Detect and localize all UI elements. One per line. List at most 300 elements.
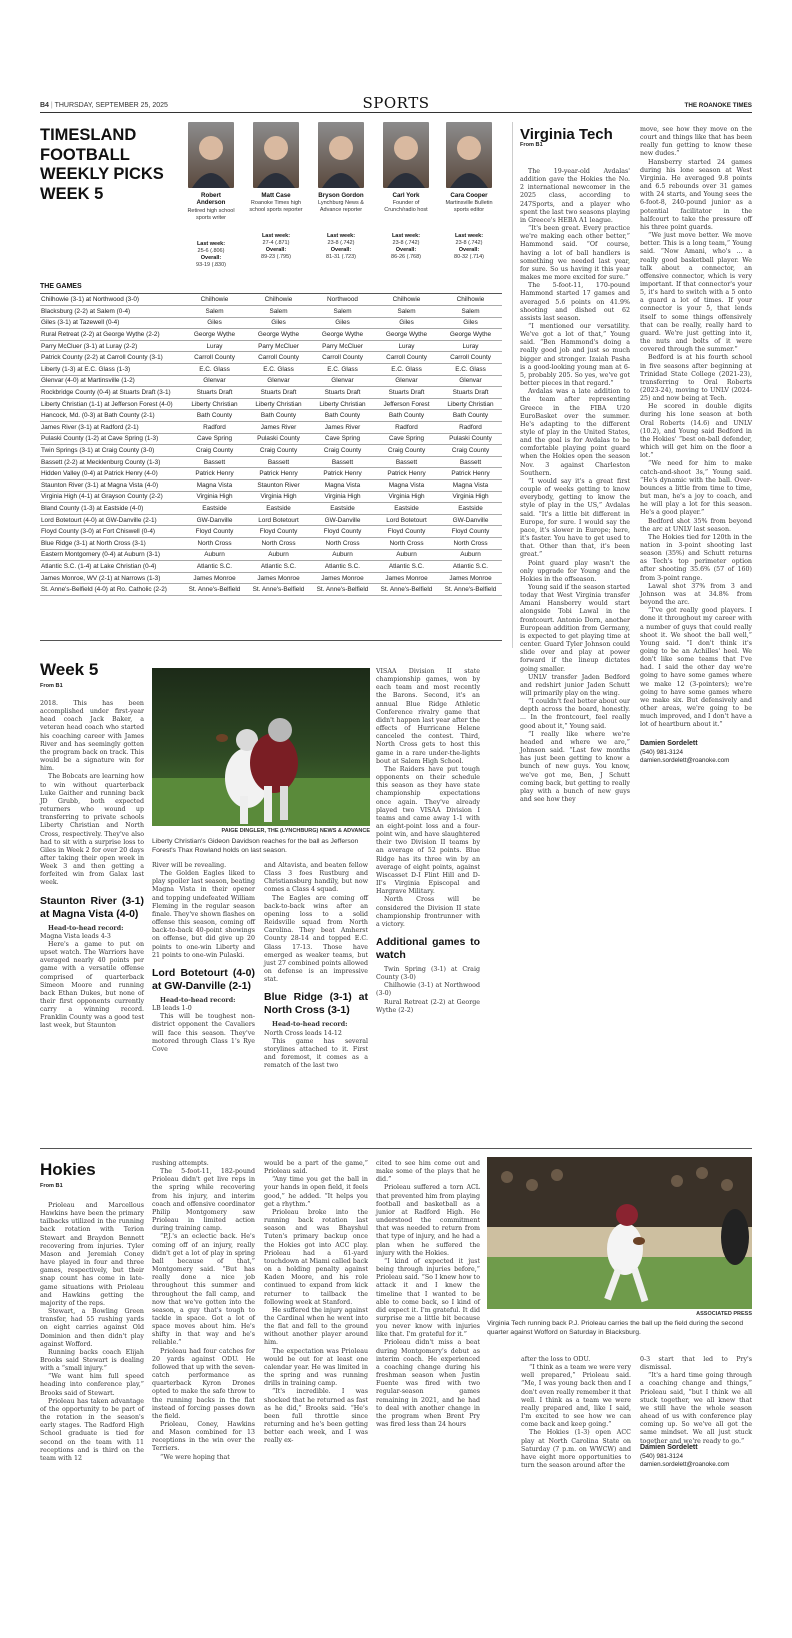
pick-cell: James Monroe (438, 572, 502, 584)
paragraph: The 5-foot-11, 170-pound Hammond started 17 games and averaged 5.6 points on 41.9% shooting and dished out 62 assists last season. (520, 282, 630, 322)
paragraph: Prioleau didn't miss a beat during Montgomery's debut as interim coach. He experienced a coaching change during his freshman season when Justin Fuente was fired with two regular-season games remaining in 2021, and he had to deal with another change in the program when Brent Pry was fired less than 24 hours (376, 1339, 480, 1428)
paragraph: This will be toughest non-district opponent the Cavaliers will face this season. They've motored through Class 1's Rye Cove (152, 1013, 255, 1053)
picks-row (40, 422, 502, 434)
paragraph: The Golden Eagles liked to play spoiler last season, beating Magna Vista in their opener and topping undefeated William Fleming in the regular season finale. They've shown flashes on offense this season, coming off back-to-back 40-point showings on offense, but did give up 20 points to one-win Liberty and 21 points to one-win Pulaski. (152, 870, 255, 959)
pick-cell: Lord Botetourt (246, 514, 310, 526)
photo-caption-2: Virginia Tech running back P.J. Prioleau carries the ball up the field during the second quarter against Wofford on Saturday in Blacksburg. (487, 1320, 744, 1336)
h2h-label-2: Head-to-head record: (160, 996, 236, 1004)
pick-cell: Carroll County (438, 352, 502, 364)
pick-cell: Floyd County (310, 526, 374, 538)
pick-cell: Giles (310, 317, 374, 329)
paragraph: and Altavista, and beaten fellow Class 3 foes Rustburg and Christiansburg handily, but now comes a Class 4 squad. (264, 862, 368, 894)
pick-cell: Luray (182, 340, 246, 352)
pick-cell: Eastside (182, 503, 246, 515)
h2h-value-2: LB leads 1-0 (152, 1005, 192, 1013)
paragraph: “I kind of expected it just being through injuries before,” Prioleau said. “So I knew how to attack it and I knew the timeline that I wanted to be able to come back, so I kind of did expect it. I'm grateful. It did surprise me a little bit because you never know with injuries like that. I'm grateful for it.” (376, 1257, 481, 1339)
pick-cell: St. Anne's-Belfield (374, 584, 438, 596)
picks-row (40, 480, 502, 492)
picks-table (40, 294, 502, 596)
pick-cell: Carroll County (310, 352, 374, 364)
paragraph: rushing attempts. (152, 1160, 209, 1167)
pick-cell: Patrick Henry (438, 468, 502, 480)
pick-cell: Glenvar (374, 375, 438, 387)
pick-cell: Craig County (438, 445, 502, 457)
folio-date: THURSDAY, SEPTEMBER 25, 2025 (54, 102, 168, 109)
pick-cell: Eastside (438, 503, 502, 515)
pick-cell: Pulaski County (438, 433, 502, 445)
paragraph: “We want him full speed heading into conference play,” Brooks said of Stewart. (40, 1373, 144, 1397)
paragraph: “We just move better. We move better. This is a long team,” Young said. “Now Amani, who's ... a really good basketball player. We talk about a connector, an offensive connector, which is very important. If that connector's your 5, it's hard to switch with a 5 onto a guard a lot of times. If your connector is your 5, that lends itself to some things offensively that can be really, really hard to guard. We're just getting into it, the nuts and bolts of it were covered through the summer.” (640, 232, 752, 354)
pick-cell: Chilhowie (438, 294, 502, 306)
picks-row (40, 410, 502, 422)
picker-photo (318, 122, 364, 188)
pick-cell: Magna Vista (374, 480, 438, 492)
game-matchup: Floyd County (3-0) at Fort Chiswell (0-4) (40, 526, 182, 538)
paragraph: The expectation was Prioleau would be out for at least one calendar year. He was limited in the spring and was running drills in training camp. (264, 1347, 368, 1388)
pick-cell: Bath County (182, 410, 246, 422)
pick-cell: Liberty Christian (246, 398, 310, 410)
pick-cell: Floyd County (374, 526, 438, 538)
pick-cell: Parry McCluer (310, 340, 374, 352)
pick-cell: James River (246, 422, 310, 434)
week5-column-2 (152, 862, 255, 1054)
pick-cell: Luray (374, 340, 438, 352)
paragraph: Point guard play wasn't the only upgrade for Young and the Hokies in the offseason. (520, 559, 630, 583)
picks-row (40, 306, 502, 318)
hokies-column-4 (376, 1160, 480, 1429)
photo-caption-1: Liberty Christian's Gideon Davidson reaches for the ball as Jefferson Forest's Thax Rowland holds on last season. (152, 838, 359, 854)
hokies-from: From B1 (40, 1183, 63, 1189)
game-matchup: Liberty Christian (1-1) at Jefferson Forest (4-0) (40, 398, 182, 410)
pick-cell: E.C. Glass (310, 364, 374, 376)
paragraph: Prioleau broke into the running back rotation last season and was Bhayshul Tuten's primary backup once the Hokies got into ACC play. Prioleau had a 61-yard touchdown at Miami called back on a holding penalty against Kaden Moore, and his role continued to expand from kick returner to tailback the following week at Stanford. (264, 1208, 368, 1306)
game-matchup: James Monroe, WV (2-1) at Narrows (1-3) (40, 572, 182, 584)
game-matchup: Staunton River (3-1) at Magna Vista (4-0) (40, 480, 182, 492)
paragraph: Chilhowie (3-1) at Northwood (3-0) (376, 982, 480, 998)
pick-cell: E.C. Glass (246, 364, 310, 376)
paragraph: “I would say it's a great first couple of weeks getting to know everybody, getting to know the style of play in the US,” Avdalas said. “It's a little bit different in Europe, for sure. I would say the pace, it's slower in Europe; here, it's faster. You have to get used to that. Other than that, it's been great.” (520, 477, 630, 559)
picker-overall-label: Overall: (200, 254, 222, 261)
pick-cell: James Monroe (182, 572, 246, 584)
paragraph: “I think as a team we were very well prepared,” Prioleau said. “Me, I was young back then and I don't even really remember it that well. I think as a team we were really prepared and, like I said, I'm excited to see how we can come back and keep going.” (521, 1364, 631, 1429)
pick-cell: Parry McCluer (246, 340, 310, 352)
picker-role: Retired high school sports writer (187, 207, 235, 221)
vt-byline-email[interactable]: damien.sordelett@roanoke.com (640, 757, 730, 764)
folio-left: B4 | THURSDAY, SEPTEMBER 25, 2025 (40, 102, 168, 109)
pick-cell: Bath County (310, 410, 374, 422)
pick-cell: North Cross (246, 537, 310, 549)
paragraph: The Eagles are coming off back-to-back wins after an opening loss to a solid Reidsville squad from North Carolina. They beat Amherst County 28-14 and topped E.C. Glass 17-13. Those have emerged as weaker teams, but just 27 combined points allowed on defense is an impressive stat. (264, 894, 368, 984)
paragraph: after the loss to ODU. (521, 1356, 591, 1363)
pick-cell: James Monroe (246, 572, 310, 584)
picker-card (182, 122, 240, 269)
paragraph: move, see how they move on the court and things like that has been really fun getting to know these new dudes.” (640, 126, 752, 158)
pick-cell: Staunton River (246, 480, 310, 492)
pick-cell: Glenvar (246, 375, 310, 387)
pick-cell: North Cross (438, 537, 502, 549)
pick-cell: E.C. Glass (182, 364, 246, 376)
paragraph: The Raiders have put tough opponents on their schedule this season as they have state championship expectations once again. They've already played two VISAA Division I teams and came away 1-1 with an eight-point loss and a four-point win, and have slaughtered their two Division II teams by an average of 52 points. Blue Ridge has its three win by an average of eight points, against Wiscasset D-I Flint Hill and D-II's Virginia Episcopal and Hargrave Military. (376, 765, 480, 896)
pick-cell: Eastside (374, 503, 438, 515)
pick-cell: Stuarts Draft (438, 387, 502, 399)
pick-cell: Liberty Christian (182, 398, 246, 410)
pickers-row (182, 122, 500, 292)
pick-cell: Bassett (182, 456, 246, 468)
hokies-column-1 (40, 1202, 144, 1463)
page-number: B4 (40, 102, 49, 109)
pick-cell: Virginia High (246, 491, 310, 503)
game-matchup: Glenvar (4-0) at Martinsville (1-2) (40, 375, 182, 387)
week5-column-1 (40, 700, 144, 1031)
pick-cell: Craig County (182, 445, 246, 457)
paragraph: “P.J.'s an eclectic back. He's coming off of an injury, really didn't get a lot of play in spring ball because of that,” Montgomery said. “But has really done a nice job throughout this summer and throughout the fall camp, and now that we've gotten into the season, a guy that's tough to tackle in space. Got a lot of space moves about him. He's shifty in that way and he's reliable.” (152, 1233, 255, 1347)
picks-title: TIMESLAND FOOTBALL WEEKLY PICKS WEEK 5 (40, 126, 164, 203)
picks-row (40, 398, 502, 410)
paragraph: Young said if the season started today that West Virginia transfer Amani Hansberry would start alongside Tobi Lawal in the frontcourt. Antonio Dorn, another European addition from Germany, is expected to get playing time at center. Guard Tyler Johnson could slide over and play at power forward if the lineup dictates going smaller. (520, 583, 630, 673)
pick-cell: Giles (182, 317, 246, 329)
hokies-column-2 (152, 1160, 255, 1462)
hokies-column-3 (264, 1160, 368, 1445)
paragraph: “Any time you get the ball in your hands in open field, it feels good,” he added. “It helps you get a rhythm.” (264, 1176, 368, 1208)
game-matchup: Eastern Montgomery (0-4) at Auburn (3-1) (40, 549, 182, 561)
pick-cell: Atlantic S.C. (246, 561, 310, 573)
game-matchup: Patrick County (2-2) at Carroll County (3-1) (40, 352, 182, 364)
paragraph: The Hokies tied for 120th in the nation in 3-point shooting last season (35%) and Schutt returns as Tech's top perimeter option after shooting 35.6% (57 of 160) from 3-point range. (640, 533, 752, 582)
pick-cell: Floyd County (182, 526, 246, 538)
picks-row (40, 340, 502, 352)
pick-cell: Virginia High (310, 491, 374, 503)
pick-cell: Salem (310, 306, 374, 318)
pick-cell: Stuarts Draft (374, 387, 438, 399)
paragraph: “It's incredible. I was shocked that he returned as fast as he did,” Brooks said. “He's been full throttle since returning and he's been getting better each week, and I was really ex- (264, 1388, 368, 1445)
pick-cell: E.C. Glass (374, 364, 438, 376)
paragraph: North Cross will be considered the Division II state championship frontrunner with a victory. (376, 896, 480, 928)
picks-row (40, 317, 502, 329)
pick-cell: Glenvar (310, 375, 374, 387)
pick-cell: Bath County (374, 410, 438, 422)
paper-name: THE ROANOKE TIMES (684, 102, 752, 109)
picker-overall: 89-23 (.795) (261, 254, 291, 261)
pick-cell: North Cross (374, 537, 438, 549)
h2h-label-3: Head-to-head record: (272, 1021, 348, 1029)
hokies-byline-name: Damien Sordelett (640, 1444, 698, 1451)
pick-cell: Auburn (182, 549, 246, 561)
pick-cell: Radford (374, 422, 438, 434)
picker-card (247, 122, 305, 261)
picker-role: Roanoke Times high school sports reporter (249, 200, 303, 214)
game-matchup: Giles (3-1) at Tazewell (0-4) (40, 317, 182, 329)
picker-card (312, 122, 370, 261)
paragraph: Rural Retreat (2-2) at George Wythe (2-2) (376, 998, 480, 1014)
picker-role: Lynchburg News & Advance reporter (318, 200, 364, 214)
hokies-column-6 (640, 1356, 752, 1446)
pick-cell: Liberty Christian (438, 398, 502, 410)
game-matchup: Blue Ridge (3-1) at North Cross (3-1) (40, 537, 182, 549)
paragraph: UNLV transfer Jaden Bedford and redshirt junior Jaden Schutt will primarily play on the wing. (520, 673, 630, 697)
pick-cell: Auburn (246, 549, 310, 561)
game-matchup: Virginia High (4-1) at Grayson County (2-2) (40, 491, 182, 503)
picks-row (40, 456, 502, 468)
pick-cell: St. Anne's-Belfield (246, 584, 310, 596)
pick-cell: GW-Danville (182, 514, 246, 526)
pick-cell: Bassett (374, 456, 438, 468)
paragraph: Hansberry started 24 games during his lone season at West Virginia. He averaged 9.8 points and 6.5 rebounds over 31 games with 24 starts, and Young sees the 6-foot-8, 240-pound junior as a potential facilitator in the halfcourt to take the pressure off his three point guards. (640, 158, 752, 231)
game-matchup: Hancock, Md. (0-3) at Bath County (2-1) (40, 410, 182, 422)
pick-cell: Glenvar (438, 375, 502, 387)
pick-cell: James Monroe (310, 572, 374, 584)
pick-cell: Eastside (246, 503, 310, 515)
football-photo-2 (487, 1157, 752, 1309)
hokies-byline (640, 1444, 752, 1470)
pick-cell: Radford (182, 422, 246, 434)
week5-subhead-3: Blue Ridge (3-1) at North Cross (3-1) (264, 991, 368, 1017)
pick-cell: GW-Danville (438, 514, 502, 526)
week5-subhead-2: Lord Botetourt (4-0) at GW-Danville (2-1) (152, 966, 255, 992)
pick-cell: Cave Spring (182, 433, 246, 445)
picker-photo (383, 122, 429, 188)
picks-row (40, 433, 502, 445)
picker-overall: 86-26 (.768) (391, 254, 421, 261)
picker-last-week-label: Last week: (391, 233, 421, 240)
games-header: THE GAMES (40, 283, 82, 290)
paragraph: Stewart, a Bowling Green transfer, had 55 rushing yards on eight carries against Old Dominion and then didn't play against Wofford. (40, 1308, 144, 1348)
picks-row (40, 549, 502, 561)
game-matchup: St. Anne's-Belfield (4-0) at Ro. Catholic (2-2) (40, 584, 182, 596)
pick-cell: George Wythe (310, 329, 374, 341)
picker-last-week: 25-6 (.806) (197, 247, 225, 254)
pick-cell: Lord Botetourt (374, 514, 438, 526)
paragraph: He suffered the injury against the Cardinal when he went into the flat and fell to the ground without another player around him. (264, 1306, 368, 1347)
picks-row (40, 561, 502, 573)
game-matchup: Rural Retreat (2-2) at George Wythe (2-2) (40, 329, 182, 341)
paragraph: He scored in double digits during his lone season at both Oral Roberts (14.6) and UNLV (10.2), and Young said Bedford in the Hokies' “best on-ball defender, which will get him on the floor a lot.” (640, 403, 752, 460)
picker-card (377, 122, 435, 261)
pick-cell: Virginia High (182, 491, 246, 503)
paragraph: “It's been great. Every practice we're making each other better,” Hammond said. “Of course, having a lot of ball handlers is something we needed last year, for sure. So us having it this year makes me more excited for sure.” (520, 225, 630, 282)
game-matchup: Blacksburg (2-2) at Salem (0-4) (40, 306, 182, 318)
picker-last-week-label: Last week: (454, 233, 484, 240)
paragraph: 0-3 start that led to Pry's dismissal. (640, 1356, 752, 1372)
picker-last-week-label: Last week: (326, 233, 356, 240)
picks-row (40, 387, 502, 399)
picker-overall-label: Overall: (265, 247, 287, 254)
paragraph: Prioleau had four catches for 20 yards against ODU. He followed that up with the seven-catch performance as quarterback Kyron Drones opted to make the safe throw to the running backs in the flat instead of forcing passes down the field. (152, 1347, 255, 1420)
section-title: SPORTS (362, 94, 430, 112)
picks-row (40, 537, 502, 549)
pick-cell: Stuarts Draft (246, 387, 310, 399)
pick-cell: Virginia High (438, 491, 502, 503)
paragraph: The 19-year-old Avdalas' addition gave the Hokies the No. 2 international newcomer in the 2025 class, according to 247Sports, and a player who spent the last two seasons playing in Greece's HEBA A1 league. (520, 168, 630, 224)
vt-byline (640, 740, 752, 766)
pick-cell: Craig County (374, 445, 438, 457)
picker-role: Founder of Crunch/radio host (384, 200, 428, 214)
week5-subhead-4: Additional games to watch (376, 936, 480, 961)
game-matchup: Bassett (2-2) at Mecklenburg County (1-3) (40, 456, 182, 468)
game-matchup: Rockbridge County (0-4) at Stuarts Draft (3-1) (40, 387, 182, 399)
paragraph: Prioleau suffered a torn ACL that prevented him from playing football and basketball as a junior at Radford High. He understood the commitment that was needed to return from that type of injury, and he had a plan when he suffered the injury with the Hokies. (376, 1184, 480, 1257)
pick-cell: Atlantic S.C. (182, 561, 246, 573)
pick-cell: Patrick Henry (310, 468, 374, 480)
paragraph: Prioleau and Marcellous Hawkins have been the primary tailbacks utilized in the running back rotation with Terion Stewart and Braydon Bennett recovering from injuries. Tyler Mason and Jeremiah Coney have played in four and three games, respectively, but their snap count has come in late-game situations with Prioleau and Hawkins getting the majority of the reps. (40, 1202, 144, 1307)
pick-cell: Atlantic S.C. (438, 561, 502, 573)
game-matchup: Chilhowie (3-1) at Northwood (3-0) (40, 294, 182, 306)
pick-cell: St. Anne's-Belfield (438, 584, 502, 596)
paragraph: 2018. This has been accomplished under first-year head coach Jack Baker, a veteran head coach who started his coaching career with James River and has seemingly gotten the program back on track. This would be a signature win for him. (40, 700, 144, 773)
pick-cell: Giles (374, 317, 438, 329)
picks-row (40, 526, 502, 538)
pick-cell: Bath County (246, 410, 310, 422)
pick-cell: Eastside (310, 503, 374, 515)
pick-cell: St. Anne's-Belfield (310, 584, 374, 596)
pick-cell: Cave Spring (310, 433, 374, 445)
game-matchup: Pulaski County (1-2) at Cave Spring (1-3) (40, 433, 182, 445)
pick-cell: Floyd County (246, 526, 310, 538)
picker-name: Cara Cooper (450, 192, 488, 199)
paragraph: “We need for him to make catch-and-shoot 3s,” Young said. “He's dynamic with the ball. Over-bounces a little from time to time, but man, he's a joy to coach, and he will play a lot for this season. He's a good player.” (640, 460, 752, 517)
week5-title: Week 5 (40, 660, 99, 679)
picks-row (40, 491, 502, 503)
picks-row (40, 572, 502, 584)
pick-cell: Salem (374, 306, 438, 318)
paragraph: The Bobcats are learning how to win without quarterback Luke Gaither and running back JD Grubb, both expected returners who wound up transferring to private schools Liberty Christian and North Cross, respectively. They've also had to sit with a surprise loss to Giles in Week 2 for over 20 days after taking their open week in Week 3 and then getting a forfeited win from Galax last week. (40, 773, 144, 887)
picker-name: Robert Anderson (196, 192, 226, 207)
h2h-label-1: Head-to-head record: (48, 924, 124, 932)
picker-photo (253, 122, 299, 188)
pick-cell: Chilhowie (246, 294, 310, 306)
pick-cell: Glenvar (182, 375, 246, 387)
vt-from: From B1 (520, 142, 543, 148)
pick-cell: Magna Vista (310, 480, 374, 492)
pick-cell: North Cross (182, 537, 246, 549)
picker-overall-label: Overall: (395, 247, 417, 254)
game-matchup: Liberty (1-3) at E.C. Glass (1-3) (40, 364, 182, 376)
pick-cell: Patrick Henry (246, 468, 310, 480)
picks-row (40, 352, 502, 364)
hokies-title: Hokies (40, 1160, 96, 1179)
vt-title: Virginia Tech (520, 126, 613, 143)
picks-row (40, 468, 502, 480)
game-matchup: Parry McCluer (3-1) at Luray (2-2) (40, 340, 182, 352)
picker-last-week: 23-8 (.742) (455, 240, 483, 247)
pick-cell: Pulaski County (246, 433, 310, 445)
paragraph: The Hokies (1-3) open ACC play at North Carolina State on Saturday (7 p.m. on WWCW) and have eight more opportunities to turn the season around after the (521, 1429, 631, 1470)
pick-cell: Salem (438, 306, 502, 318)
football-photo-1 (152, 668, 370, 826)
pick-cell: George Wythe (374, 329, 438, 341)
pick-cell: Virginia High (374, 491, 438, 503)
paragraph: The 5-foot-11, 182-pound Prioleau didn't get live reps in the spring while recovering from his injury, and interim coach and offensive coordinator Philip Montgomery saw Prioleau in limited action during training camp. (152, 1168, 255, 1233)
paragraph: “I've got really good players. I done it throughout my career with a number of guys that could really shoot it. We shoot the ball well,” Young said. “I don't think it's going to be an Achilles' heel. We don't like some teams that I've had. I said the other day we're going to have some games where we make 12 (3-pointers); we're going to have some games where we make six. But defensively and other areas, we're going to be much improved, and I don't have a lot of heartburn about it.” (640, 607, 752, 729)
picker-overall: 93-19 (.830) (196, 261, 226, 268)
game-matchup: Hidden Valley (0-4) at Patrick Henry (4-0) (40, 468, 182, 480)
paragraph: Twin Spring (3-1) at Craig County (3-0) (376, 966, 480, 982)
picker-last-week: 27-4 (.871) (262, 240, 290, 247)
vt-column-1 (520, 168, 630, 804)
paragraph: would be a part of the game,” Prioleau said. (264, 1160, 368, 1176)
pick-cell: Floyd County (438, 526, 502, 538)
pick-cell: Carroll County (374, 352, 438, 364)
pick-cell: St. Anne's-Belfield (182, 584, 246, 596)
game-matchup: Twin Springs (3-1) at Craig County (3-0) (40, 445, 182, 457)
pick-cell: Chilhowie (182, 294, 246, 306)
pick-cell: Magna Vista (182, 480, 246, 492)
paragraph: VISAA Division II state championship games, won by each team and most recently the Barons. Second, it's an annual Blue Ridge Athletic Conference rivalry game that didn't happen last year after the effects of Hurricane Helene canceled the contest. Third, North Cross gets to host this game in a rare under-the-lights bout at Salem High School. (376, 668, 480, 765)
pick-cell: GW-Danville (310, 514, 374, 526)
picks-row (40, 584, 502, 596)
picker-card (440, 122, 498, 261)
picker-last-week-label: Last week: (196, 240, 226, 247)
paragraph: cited to see him come out and make some of the plays that he did.” (376, 1160, 480, 1184)
paragraph: Here's a game to put on upset watch. The Warriors have averaged nearly 40 points per game with a versatile offense comprised of quarterback Simeon Moore and running back Ethan Dukes, but none of their first opponents currently carry a winning record. Franklin County was a good test last week, but Staunton (40, 940, 144, 1030)
vt-byline-name: Damien Sordelett (640, 740, 698, 747)
paragraph: Avdalas was a late addition to the team after representing Greece in the FIBA U20 EuroBasket over the summer. He's adapting to the different style of play in the United States, and the goal is for Avdalas to be comfortable playing point guard when the Hokies open the season Nov. 3 against Charleston Southern. (520, 388, 630, 477)
game-matchup: Bland County (1-3) at Eastside (4-0) (40, 503, 182, 515)
picks-row (40, 329, 502, 341)
picker-name: Matt Case (261, 192, 291, 199)
hokies-byline-email[interactable]: damien.sordelett@roanoke.com (640, 1461, 730, 1468)
pick-cell: Chilhowie (374, 294, 438, 306)
game-matchup: Atlantic S.C. (1-4) at Lake Christian (0-4) (40, 561, 182, 573)
pick-cell: Patrick Henry (182, 468, 246, 480)
picker-name: Carl York (392, 192, 420, 199)
pick-cell: Bassett (310, 456, 374, 468)
pick-cell: Radford (438, 422, 502, 434)
week5-from: From B1 (40, 683, 63, 689)
pick-cell: Auburn (310, 549, 374, 561)
pick-cell: George Wythe (246, 329, 310, 341)
vt-column-2 (640, 126, 752, 730)
h2h-value-3: North Cross leads 14-12 (264, 1029, 342, 1037)
picks-row (40, 364, 502, 376)
pick-cell: George Wythe (438, 329, 502, 341)
picker-last-week-label: Last week: (261, 233, 291, 240)
photo-credit-1: PAIGE DINGLER, THE (LYNCHBURG) NEWS & ADVANCE (221, 828, 370, 834)
pick-cell: Bassett (438, 456, 502, 468)
paragraph: Bedford shot 35% from beyond the arc at UNLV last season. (640, 517, 752, 533)
paragraph: Bedford is at his fourth school in five seasons after beginning at Trinidad State College (2021-23), transferring to Oral Roberts (2023-24), moving to UNLV (2024-25) and now being at Tech. (640, 354, 752, 403)
picks-row (40, 503, 502, 515)
pick-cell: George Wythe (182, 329, 246, 341)
picker-name: Bryson Gordon (318, 192, 364, 199)
picker-photo (188, 122, 234, 188)
picker-photo (446, 122, 492, 188)
pick-cell: Cave Spring (374, 433, 438, 445)
photo-credit-2: ASSOCIATED PRESS (696, 1311, 752, 1317)
pick-cell: Patrick Henry (374, 468, 438, 480)
picks-row (40, 294, 502, 306)
pick-cell: Salem (246, 306, 310, 318)
picks-row (40, 514, 502, 526)
paragraph: Lawal shot 37% from 3 and Johnson was at 34.8% from beyond the arc. (640, 582, 752, 607)
pick-cell: Atlantic S.C. (310, 561, 374, 573)
picker-overall: 81-31 (.723) (326, 254, 356, 261)
pick-cell: Auburn (438, 549, 502, 561)
paragraph: Prioleau, Coney, Hawkins and Mason combined for 13 receptions in the win over the Terriers. (152, 1421, 255, 1453)
pick-cell: Bath County (438, 410, 502, 422)
pick-cell: Bassett (246, 456, 310, 468)
pick-cell: Stuarts Draft (182, 387, 246, 399)
paragraph: This game has several storylines attached to it. First and foremost, it comes as a rematch of the last two (264, 1037, 368, 1070)
week5-subhead-1: Staunton River (3-1) at Magna Vista (4-0) (40, 894, 144, 920)
hokies-byline-phone: (540) 981-3124 (640, 1452, 684, 1460)
picker-last-week: 23-8 (.742) (392, 240, 420, 247)
pick-cell: Craig County (310, 445, 374, 457)
pick-cell: Carroll County (246, 352, 310, 364)
paragraph: “I really like where we're headed and where we are,” Johnson said. “Last few months has just been getting to know a bunch of new guys. You know, we've got me, Ben, J Schutt coming back, but getting to really play with a bunch of new guys and see how they (520, 730, 630, 804)
game-matchup: James River (3-1) at Radford (2-1) (40, 422, 182, 434)
pick-cell: Liberty Christian (310, 398, 374, 410)
picker-overall-label: Overall: (458, 247, 480, 254)
